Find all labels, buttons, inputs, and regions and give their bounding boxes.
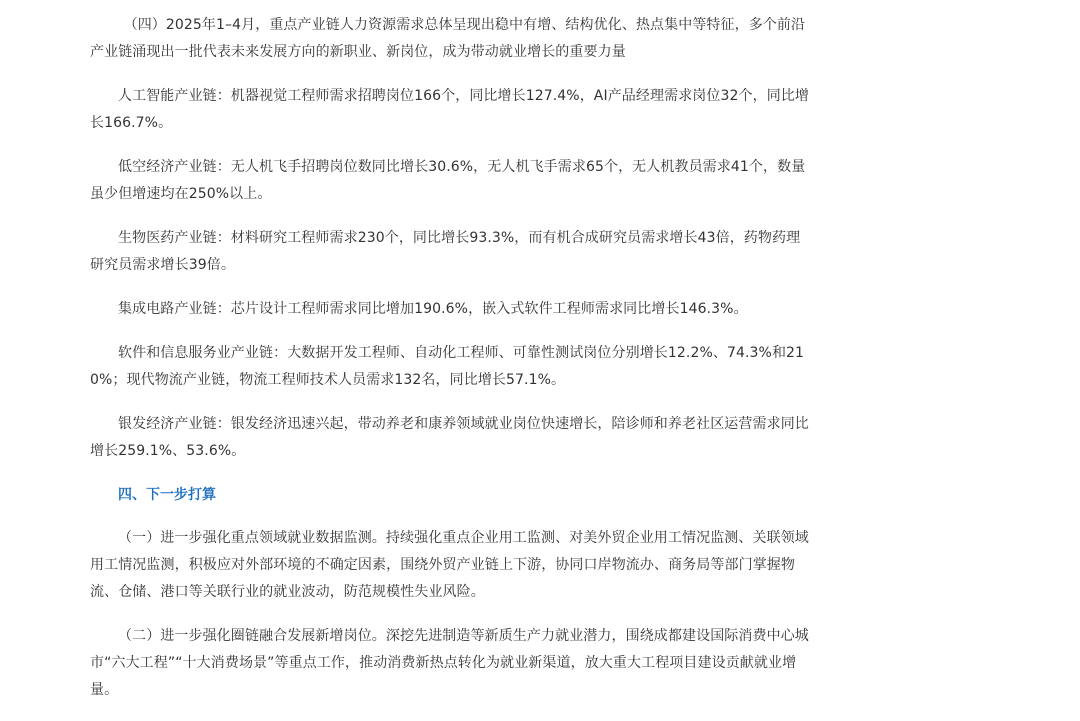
plan-paragraph-2: （二）进一步强化圈链融合发展新增岗位。深挖先进制造等新质生产力就业潜力，围绕成都建设国际消费中心城市“六大工程”“十大消费场景”等重点工作，推动消费新热点转化为就业新渠道，放大重大工程项目建设贡献就业增量。 [90,628,809,698]
section-heading-next-steps: 四、下一步打算 [118,487,216,503]
chain-paragraph-integrated-circuit: 集成电路产业链：芯片设计工程师需求同比增加190.6%，嵌入式软件工程师需求同比增长146.3%。 [118,301,748,317]
intro-paragraph: （四）2025年1–4月，重点产业链人力资源需求总体呈现出稳中有增、结构优化、热点集中等特征，多个前沿产业链涌现出一批代表未来发展方向的新职业、新岗位，成为带动就业增长的重要力量 [90,17,806,60]
plan-paragraph-1: （一）进一步强化重点领域就业数据监测。持续强化重点企业用工监测、对美外贸企业用工情况监测、关联领域用工情况监测，积极应对外部环境的不确定因素，围绕外贸产业链上下游，协同口岸物流办、商务局等部门掌握物流、仓储、港口等关联行业的就业波动，防范规模性失业风险。 [90,530,809,600]
chain-paragraph-silver-economy: 银发经济产业链：银发经济迅速兴起，带动养老和康养领域就业岗位快速增长，陪诊师和养老社区运营需求同比增长259.1%、53.6%。 [90,416,809,459]
chain-paragraph-software: 软件和信息服务业产业链：大数据开发工程师、自动化工程师、可靠性测试岗位分别增长12.2%、74.3%和210%；现代物流产业链，物流工程师技术人员需求132名，同比增长57.1%。 [90,345,805,388]
chain-paragraph-low-altitude: 低空经济产业链：无人机飞手招聘岗位数同比增长30.6%，无人机飞手需求65个，无人机教员需求41个，数量虽少但增速均在250%以上。 [90,159,806,202]
chain-paragraph-ai: 人工智能产业链：机器视觉工程师需求招聘岗位166个，同比增长127.4%，AI产品经理需求岗位32个，同比增长166.7%。 [90,88,810,131]
article-body [90,12,810,721]
chain-paragraph-biomedicine: 生物医药产业链：材料研究工程师需求230个，同比增长93.3%，而有机合成研究员需求增长43倍，药物药理研究员需求增长39倍。 [90,230,801,273]
